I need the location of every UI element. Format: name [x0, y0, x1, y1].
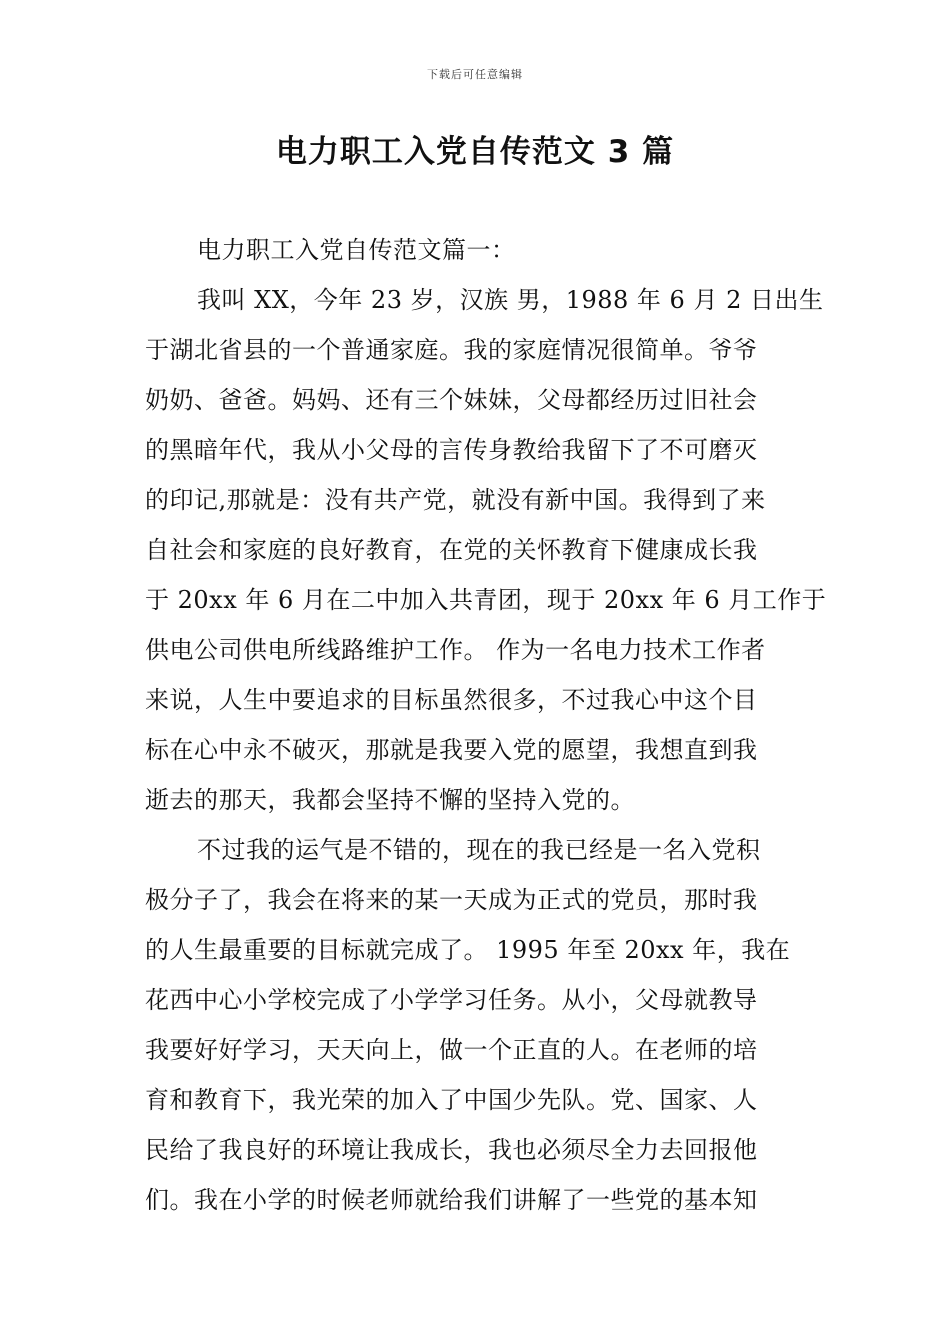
text-line: 逝去的那天，我都会坚持不懈的坚持入党的。 [145, 786, 635, 814]
text-line: 民给了我良好的环境让我成长，我也必须尽全力去回报他 [145, 1136, 758, 1164]
text-line: 来说，人生中要追求的目标虽然很多，不过我心中这个目 [145, 686, 758, 714]
text-line: 供电公司供电所线路维护工作。 作为一名电力技术工作者 [145, 636, 766, 664]
document-body [145, 225, 827, 1225]
text-line: 我要好好学习，天天向上，做一个正直的人。在老师的培 [145, 1036, 758, 1064]
text-line: 们。我在小学的时候老师就给我们讲解了一些党的基本知 [145, 1186, 758, 1214]
text-line: 于湖北省县的一个普通家庭。我的家庭情况很简单。爷爷 [145, 336, 758, 364]
text-line: 我叫 XX，今年 23 岁，汉族 男，1988 年 6 月 2 日出生 [197, 286, 824, 314]
text-line: 于 20xx 年 6 月在二中加入共青团，现于 20xx 年 6 月工作于 [145, 586, 827, 614]
text-line: 极分子了，我会在将来的某一天成为正式的党员，那时我 [145, 886, 758, 914]
paragraph-1 [145, 275, 827, 825]
text-line: 自社会和家庭的良好教育，在党的关怀教育下健康成长我 [145, 536, 758, 564]
text-line: 育和教育下，我光荣的加入了中国少先队。党、国家、人 [145, 1086, 758, 1114]
document-title: 电力职工入党自传范文 3 篇 [275, 134, 675, 170]
paragraph-section-heading [145, 225, 807, 275]
text-line: 的黑暗年代，我从小父母的言传身教给我留下了不可磨灭 [145, 436, 758, 464]
text-line: 奶奶、爸爸。妈妈、还有三个妹妹，父母都经历过旧社会 [145, 386, 758, 414]
text-line: 标在心中永不破灭，那就是我要入党的愿望，我想直到我 [145, 736, 758, 764]
text-line: 的印记,那就是：没有共产党，就没有新中国。我得到了来 [145, 486, 766, 514]
paragraph-2 [145, 825, 807, 1225]
header-note: 下载后可任意编辑 [427, 68, 523, 81]
text-line: 电力职工入党自传范文篇一： [197, 236, 516, 264]
text-line: 不过我的运气是不错的，现在的我已经是一名入党积 [197, 836, 761, 864]
text-line: 的人生最重要的目标就完成了。 1995 年至 20xx 年，我在 [145, 936, 791, 964]
text-line: 花西中心小学校完成了小学学习任务。从小，父母就教导 [145, 986, 758, 1014]
